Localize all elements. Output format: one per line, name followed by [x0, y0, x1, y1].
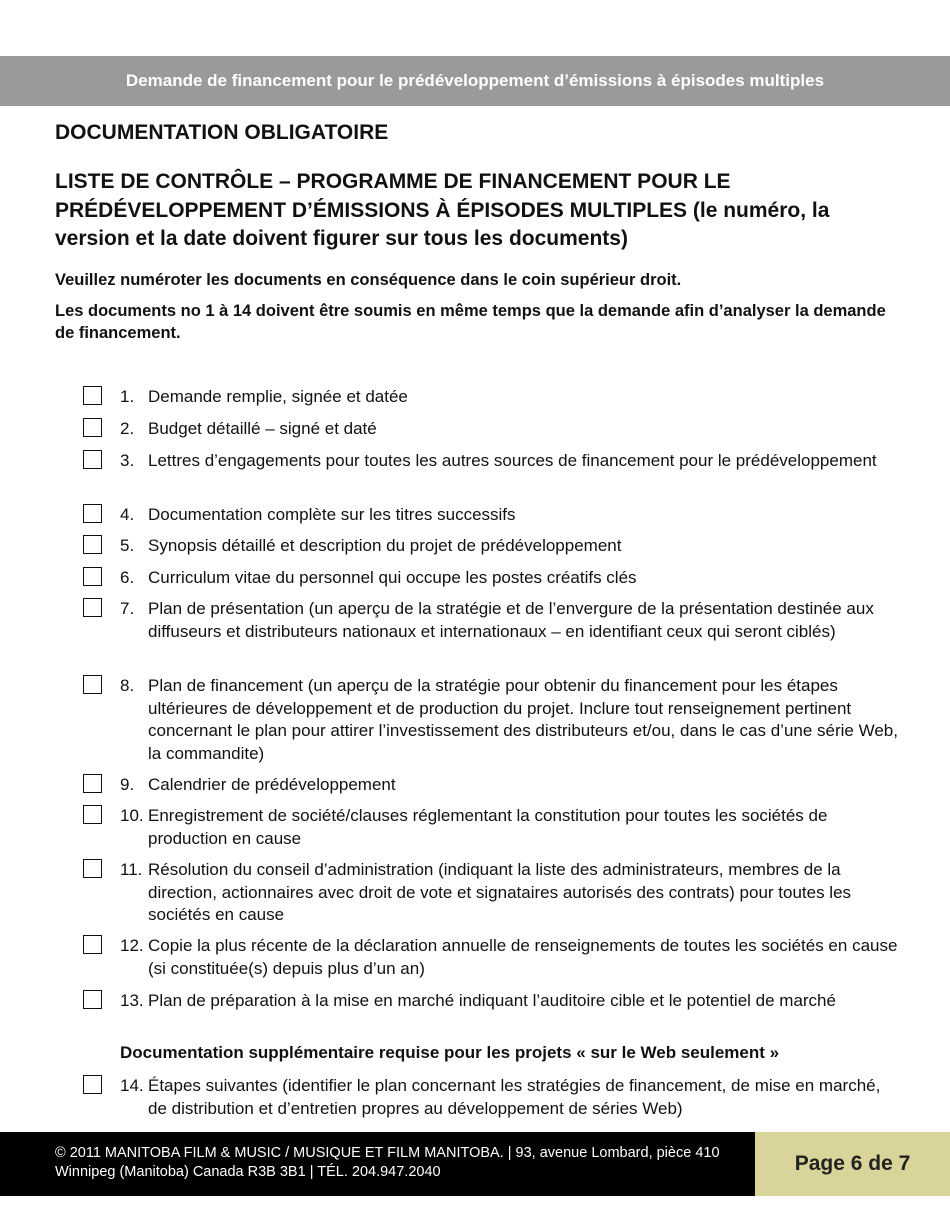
- item-number: 7.: [120, 599, 135, 618]
- checkbox-8[interactable]: [83, 675, 102, 694]
- item-number: 13.: [120, 991, 144, 1010]
- item-number: 6.: [120, 568, 135, 587]
- item-text: Budget détaillé – signé et daté: [148, 419, 377, 438]
- item-number: 14.: [120, 1076, 144, 1095]
- submission-instruction: Les documents no 1 à 14 doivent être soumis en même temps que la demande afin d’analyser la demande de financement.: [55, 302, 886, 342]
- footer-copyright: © 2011 MANITOBA FILM & MUSIC / MUSIQUE ET FILM MANITOBA. | 93, avenue Lombard, pièce 410 Winnipeg (Manitoba) Canada R3B 3B1 | TÉL. 204.947.2040: [55, 1145, 720, 1180]
- footer-bar: [0, 1132, 755, 1196]
- page-number-box: [755, 1132, 950, 1196]
- item-text: Résolution du conseil d’administration (indiquant la liste des administrateurs, membres de la direction, actionnaires avec droit de vote et signataires autorisés des contrats) pour toutes les sociétés en cause: [148, 860, 852, 925]
- checkbox-13[interactable]: [83, 990, 102, 1009]
- web-only-heading: Documentation supplémentaire requise pour les projets « sur le Web seulement »: [120, 1043, 780, 1062]
- item-text: Documentation complète sur les titres successifs: [148, 505, 516, 524]
- item-number: 1.: [120, 387, 135, 406]
- checkbox-3[interactable]: [83, 450, 102, 469]
- item-text: Copie la plus récente de la déclaration annuelle de renseignements de toutes les sociétés en cause (si constituée(s) depuis plus d’un an): [148, 936, 898, 978]
- item-text: Calendrier de prédéveloppement: [148, 775, 396, 794]
- checkbox-1[interactable]: [83, 386, 102, 405]
- checkbox-11[interactable]: [83, 859, 102, 878]
- checkbox-12[interactable]: [83, 935, 102, 954]
- item-number: 12.: [120, 936, 144, 955]
- item-number: 9.: [120, 775, 135, 794]
- checkbox-7[interactable]: [83, 598, 102, 617]
- item-text: Enregistrement de société/clauses réglementant la constitution pour toutes les sociétés de production en cause: [148, 806, 828, 848]
- item-number: 5.: [120, 536, 135, 555]
- checklist-title: LISTE DE CONTRÔLE – PROGRAMME DE FINANCEMENT POUR LE PRÉDÉVELOPPEMENT D’ÉMISSIONS À ÉPISODES MULTIPLES (le numéro, la version et la date doivent figurer sur tous les documents): [55, 170, 830, 250]
- page-number: Page 6 de 7: [794, 1152, 911, 1175]
- item-number: 11.: [120, 860, 143, 879]
- item-number: 3.: [120, 451, 135, 470]
- item-text: Plan de financement (un aperçu de la stratégie pour obtenir du financement pour les étapes ultérieures de développement et de production du projet. Inclure tout renseignement pertinent concernant le plan pour attirer l’investissement des distributeurs et/ou, dans le cas d’une série Web, la commandite): [148, 676, 898, 764]
- checkbox-10[interactable]: [83, 805, 102, 824]
- item-number: 8.: [120, 676, 135, 695]
- item-text: Plan de préparation à la mise en marché indiquant l’auditoire cible et le potentiel de marché: [148, 991, 836, 1010]
- checkbox-14[interactable]: [83, 1075, 102, 1094]
- section-title: DOCUMENTATION OBLIGATOIRE: [55, 121, 389, 144]
- item-text: Synopsis détaillé et description du projet de prédéveloppement: [148, 536, 622, 555]
- document-header-title: Demande de financement pour le prédéveloppement d’émissions à épisodes multiples: [125, 71, 825, 90]
- checkbox-9[interactable]: [83, 774, 102, 793]
- numbering-instruction: Veuillez numéroter les documents en conséquence dans le coin supérieur droit.: [55, 271, 682, 289]
- item-number: 4.: [120, 505, 135, 524]
- checkbox-5[interactable]: [83, 535, 102, 554]
- checkbox-6[interactable]: [83, 567, 102, 586]
- item-text: Curriculum vitae du personnel qui occupe les postes créatifs clés: [148, 568, 637, 587]
- item-text: Demande remplie, signée et datée: [148, 387, 408, 406]
- item-text: Lettres d’engagements pour toutes les autres sources de financement pour le prédéveloppement: [148, 451, 877, 470]
- checkbox-4[interactable]: [83, 504, 102, 523]
- item-text: Étapes suivantes (identifier le plan concernant les stratégies de financement, de mise en marché, de distribution et d’entretien propres au développement de séries Web): [148, 1076, 881, 1118]
- item-number: 10.: [120, 806, 144, 825]
- item-text: Plan de présentation (un aperçu de la stratégie et de l’envergure de la présentation destinée aux diffuseurs et distributeurs nationaux et internationaux – en identifiant ceux qui seront ciblés): [148, 599, 874, 641]
- checkbox-2[interactable]: [83, 418, 102, 437]
- document-header-bar: [0, 56, 950, 106]
- item-number: 2.: [120, 419, 135, 438]
